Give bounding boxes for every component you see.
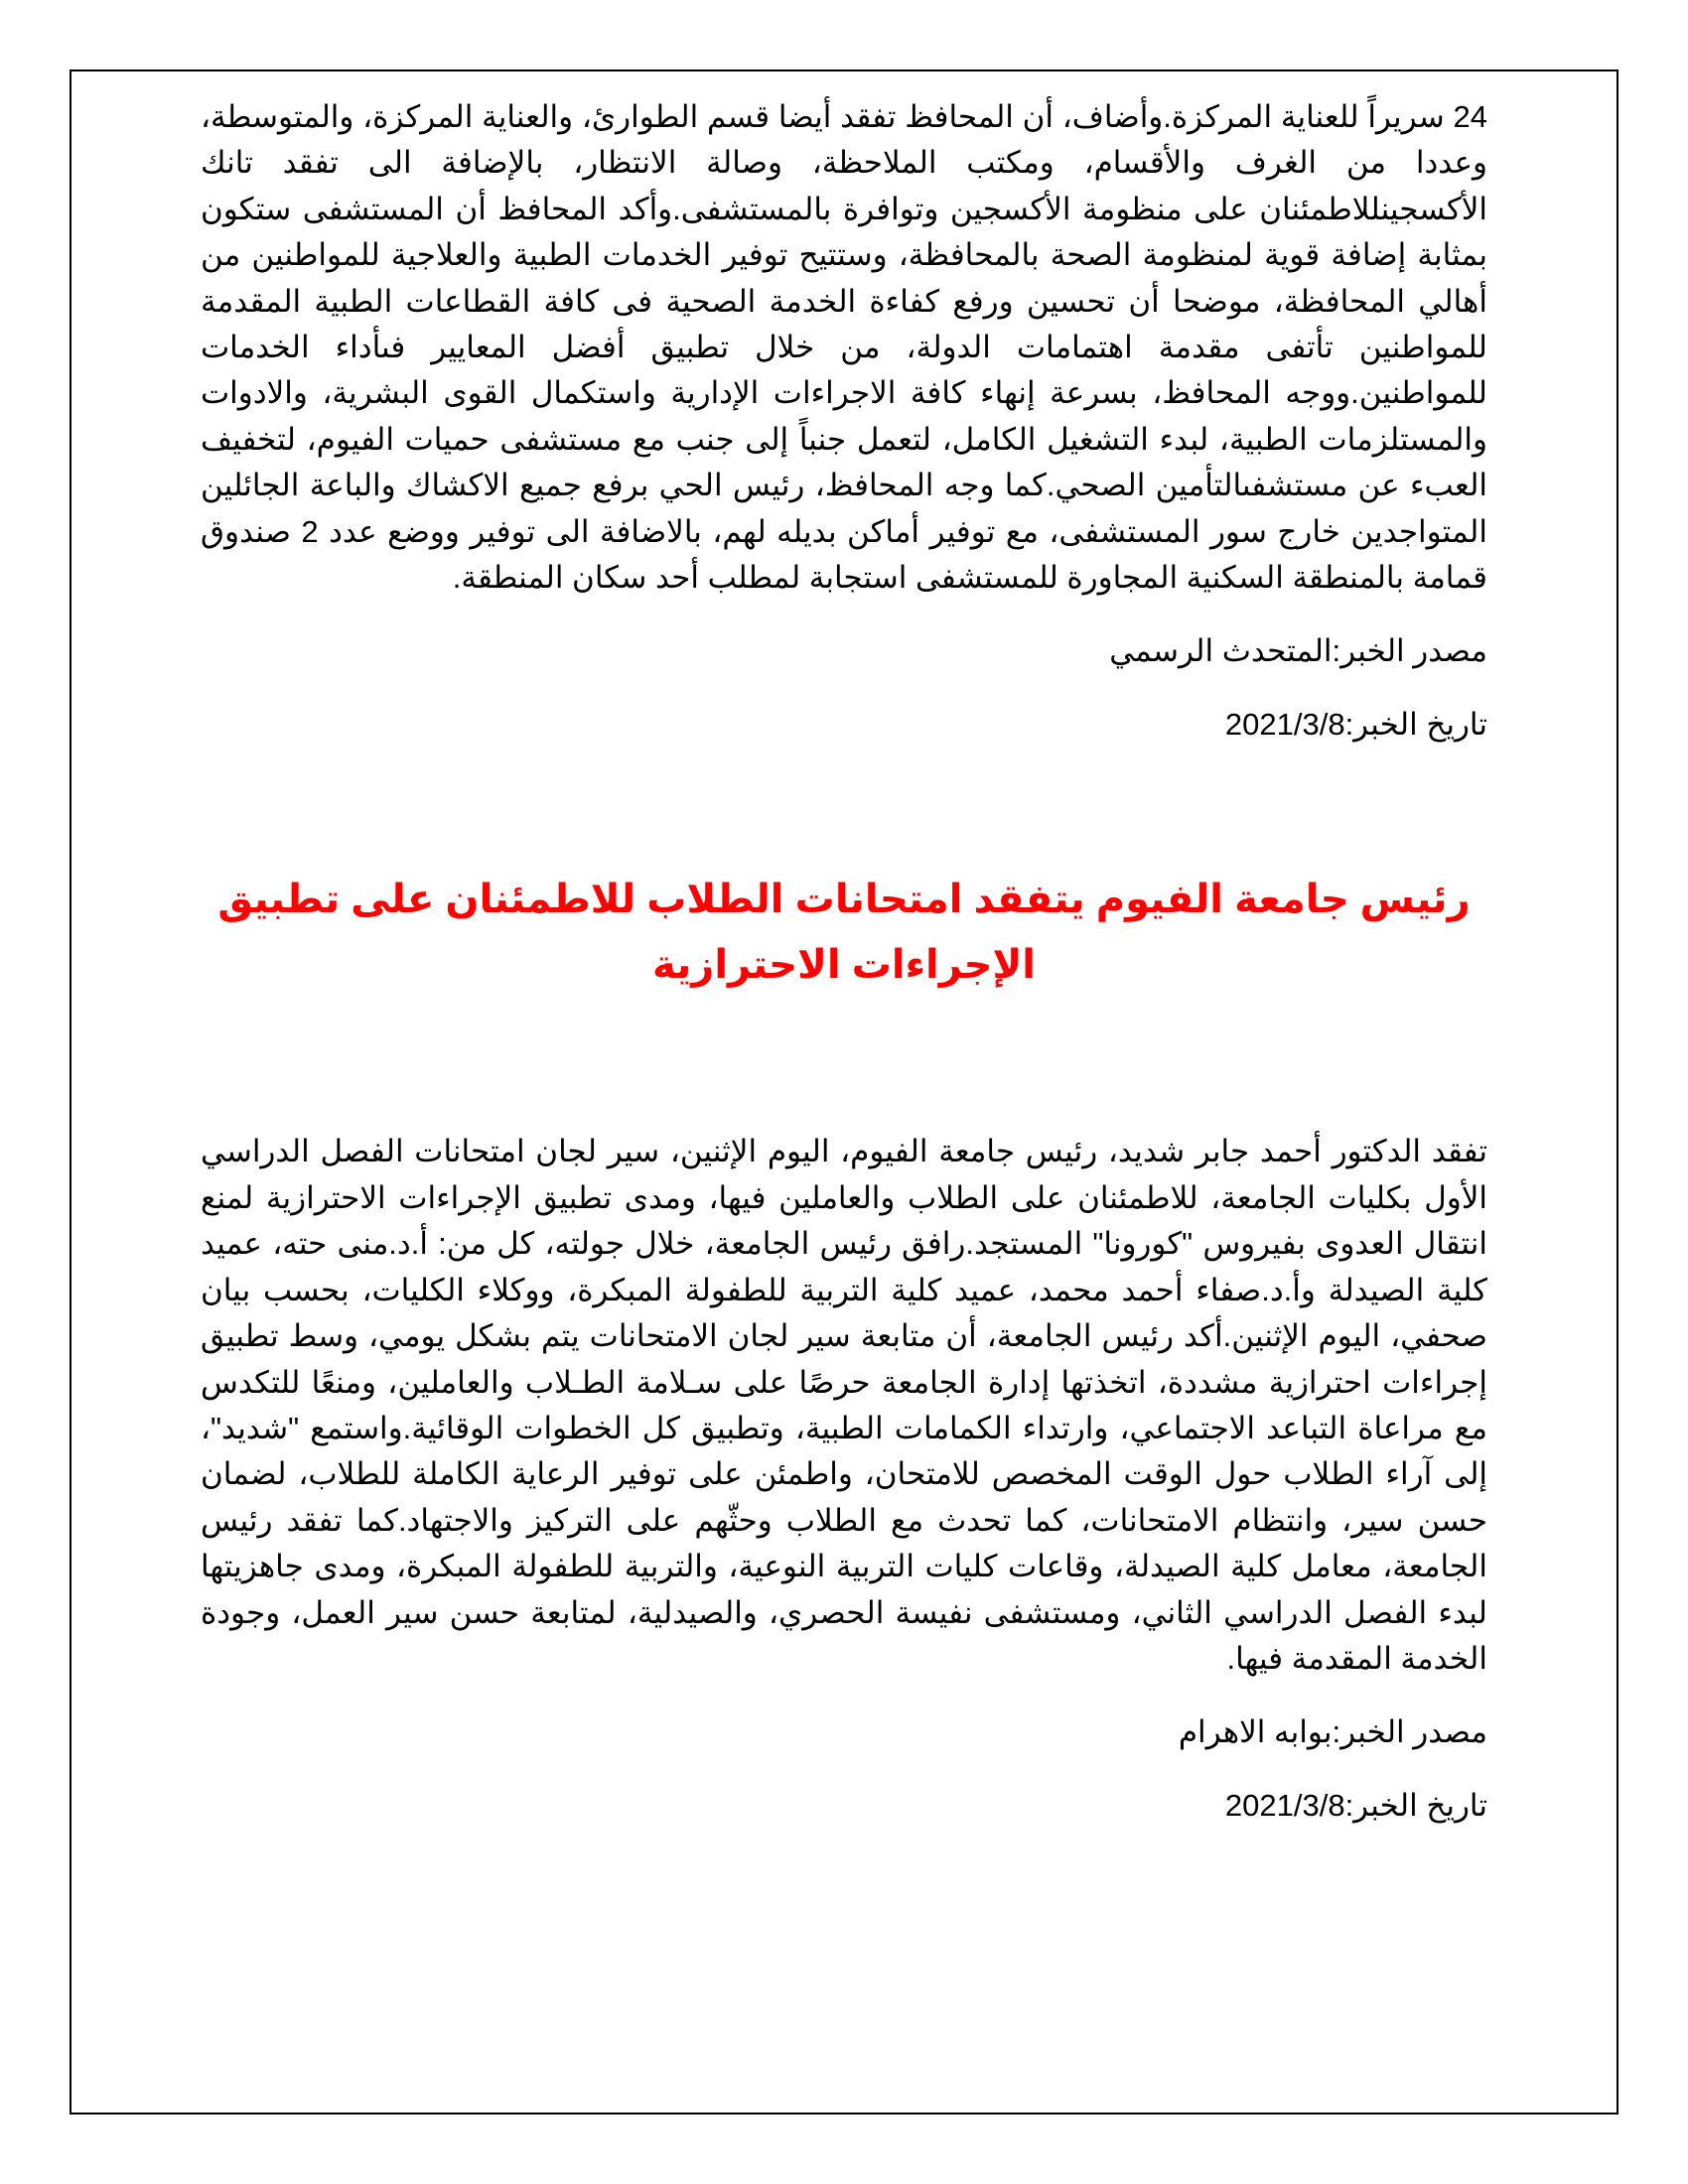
article1-date: تاريخ الخبر:2021/3/8: [1224, 707, 1487, 743]
article1-paragraph: 24 سريراً للعناية المركزة.وأضاف، أن المحافظ تفقد أيضا قسم الطوارئ، والعناية المركزة، والمتوسطة، وعددا من الغرف والأقسام، ومكتب الملاحظة، وصالة الانتظار، بالإضافة الى تفقد تانك الأكسجينللاطمئنان على منظومة الأكسجين وتوافرة بالمستشفى.وأكد المحافظ أن المستشفى ستكون بمثابة إضافة قوية لمنظومة الصحة بالمحافظة، وستتيح توفير الخدمات الطبية والعلاجية للمواطنين من أهالي المحافظة، موضحا أن تحسين ورفع كفاءة الخدمة الصحية فى كافة القطاعات الطبية المقدمة للمواطنين تأتفى مقدمة اهتمامات الدولة، من خلال تطبيق أفضل المعايير فىأداء الخدمات للمواطنين.ووجه المحافظ، بسرعة إنهاء كافة الاجراءات الإدارية واستكمال القوى البشرية، والادوات والمستلزمات الطبية، لبدء التشغيل الكامل، لتعمل جنباً إلى جنب مع مستشفى حميات الفيوم، لتخفيف العبء عن مستشفىالتأمين الصحي.كما وجه المحافظ، رئيس الحي برفع جميع الاكشاك والباعة الجائلين المتواجدين خارج سور المستشفى، مع توفير أماكن بديله لهم، بالاضافة الى توفير ووضع عدد 2 صندوق قمامة بالمنطقة السكنية المجاورة للمستشفى استجابة لمطلب أحد سكان المنطقة.: [201, 99, 1487, 596]
article2-source: مصدر الخبر:بوابه الاهرام: [1178, 1714, 1487, 1750]
document-body: [201, 94, 1487, 1829]
article2-paragraph: تفقد الدكتور أحمد جابر شديد، رئيس جامعة الفيوم، اليوم الإثنين، سير لجان امتحانات الفصل الدراسي الأول بكليات الجامعة، للاطمئنان على الطلاب والعاملين فيها، ومدى تطبيق الإجراءات الاحترازية لمنع انتقال العدوى بفيروس "كورونا" المستجد.رافق رئيس الجامعة، خلال جولته، كل من: أ.د.منى حته، عميد كلية الصيدلة وأ.د.صفاء أحمد محمد، عميد كلية التربية للطفولة المبكرة، ووكلاء الكليات، بحسب بيان صحفي، اليوم الإثنين.أكد رئيس الجامعة، أن متابعة سير لجان الامتحانات يتم بشكل يومي، وسط تطبيق إجراءات احترازية مشددة، اتخذتها إدارة الجامعة حرصًا على سـلامة الطـلاب والعاملين، ومنعًا للتكدس مع مراعاة التباعد الاجتماعي، وارتداء الكمامات الطبية، وتطبيق كل الخطوات الوقائية.واستمع "شديد"، إلى آراء الطلاب حول الوقت المخصص للامتحان، واطمئن على توفير الرعاية الكاملة للطلاب، لضمان حسن سير، وانتظام الامتحانات، كما تحدث مع الطلاب وحثّهم على التركيز والاجتهاد.كما تفقد رئيس الجامعة، معامل كلية الصيدلة، وقاعات كليات التربية النوعية، والتربية للطفولة المبكرة، ومدى جاهزيتها لبدء الفصل الدراسي الثاني، ومستشفى نفيسة الحصري، والصيدلية، لمتابعة حسن سير العمل، وجودة الخدمة المقدمة فيها.: [201, 1134, 1487, 1676]
article2-date: تاريخ الخبر:2021/3/8: [1224, 1788, 1487, 1824]
article2-headline: رئيس جامعة الفيوم يتفقد امتحانات الطلاب للاطمئنان على تطبيق الإجراءات الاحترازية: [217, 878, 1471, 988]
article1-source: مصدر الخبر:المتحدث الرسمي: [1109, 633, 1487, 669]
